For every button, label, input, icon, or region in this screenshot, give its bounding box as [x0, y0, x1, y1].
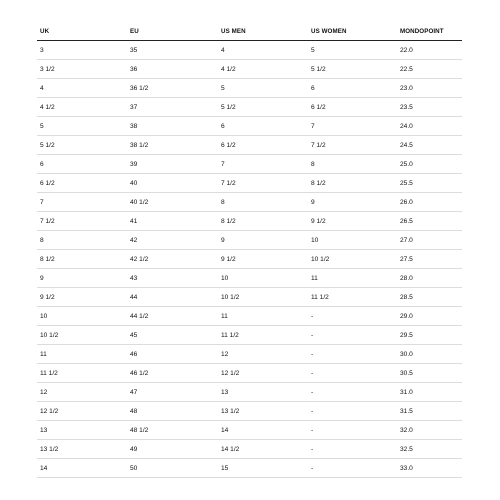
table-body [37, 41, 462, 478]
eu-size-cell: 41 [127, 212, 218, 231]
table-row [37, 174, 462, 193]
table-row [37, 136, 462, 155]
us-women-size-cell: - [308, 440, 397, 459]
uk-size-cell: 5 1/2 [37, 136, 127, 155]
us-men-size-cell: 6 1/2 [218, 136, 308, 155]
size-chart [37, 22, 462, 478]
mondopoint-cell: 27.5 [397, 250, 462, 269]
size-conversion-table [37, 22, 462, 478]
mondopoint-cell: 22.5 [397, 60, 462, 79]
table-header [37, 22, 462, 41]
us-men-size-cell: 12 [218, 345, 308, 364]
mondopoint-cell: 28.5 [397, 288, 462, 307]
mondopoint-cell: 23.0 [397, 79, 462, 98]
uk-size-cell: 10 [37, 307, 127, 326]
eu-size-cell: 44 [127, 288, 218, 307]
uk-size-cell: 12 [37, 383, 127, 402]
us-men-size-cell: 4 [218, 41, 308, 60]
eu-size-cell: 35 [127, 41, 218, 60]
table-row [37, 345, 462, 364]
mondopoint-cell: 25.0 [397, 155, 462, 174]
eu-size-cell: 38 1/2 [127, 136, 218, 155]
us-women-size-cell: - [308, 383, 397, 402]
uk-size-cell: 6 1/2 [37, 174, 127, 193]
table-row [37, 79, 462, 98]
uk-size-cell: 8 [37, 231, 127, 250]
us-men-size-cell: 6 [218, 117, 308, 136]
column-header-uk: UK [37, 22, 127, 41]
us-men-size-cell: 13 [218, 383, 308, 402]
uk-size-cell: 6 [37, 155, 127, 174]
us-women-size-cell: 11 [308, 269, 397, 288]
us-men-size-cell: 10 [218, 269, 308, 288]
eu-size-cell: 40 [127, 174, 218, 193]
header-row [37, 22, 462, 41]
uk-size-cell: 4 1/2 [37, 98, 127, 117]
uk-size-cell: 3 [37, 41, 127, 60]
eu-size-cell: 44 1/2 [127, 307, 218, 326]
us-men-size-cell: 13 1/2 [218, 402, 308, 421]
us-women-size-cell: 10 1/2 [308, 250, 397, 269]
us-women-size-cell: 8 1/2 [308, 174, 397, 193]
column-header-mondopoint: MONDOPOINT [397, 22, 462, 41]
us-women-size-cell: 6 1/2 [308, 98, 397, 117]
table-row [37, 307, 462, 326]
table-row [37, 440, 462, 459]
mondopoint-cell: 26.5 [397, 212, 462, 231]
us-women-size-cell: 5 [308, 41, 397, 60]
eu-size-cell: 43 [127, 269, 218, 288]
us-men-size-cell: 7 1/2 [218, 174, 308, 193]
us-men-size-cell: 14 1/2 [218, 440, 308, 459]
us-men-size-cell: 11 [218, 307, 308, 326]
us-women-size-cell: - [308, 421, 397, 440]
eu-size-cell: 42 [127, 231, 218, 250]
us-women-size-cell: - [308, 307, 397, 326]
eu-size-cell: 42 1/2 [127, 250, 218, 269]
eu-size-cell: 50 [127, 459, 218, 478]
eu-size-cell: 46 1/2 [127, 364, 218, 383]
table-row [37, 212, 462, 231]
mondopoint-cell: 23.5 [397, 98, 462, 117]
us-women-size-cell: - [308, 459, 397, 478]
us-women-size-cell: 10 [308, 231, 397, 250]
eu-size-cell: 38 [127, 117, 218, 136]
uk-size-cell: 4 [37, 79, 127, 98]
mondopoint-cell: 26.0 [397, 193, 462, 212]
mondopoint-cell: 28.0 [397, 269, 462, 288]
uk-size-cell: 11 [37, 345, 127, 364]
mondopoint-cell: 31.5 [397, 402, 462, 421]
uk-size-cell: 13 [37, 421, 127, 440]
us-women-size-cell: 8 [308, 155, 397, 174]
eu-size-cell: 49 [127, 440, 218, 459]
us-men-size-cell: 11 1/2 [218, 326, 308, 345]
eu-size-cell: 40 1/2 [127, 193, 218, 212]
eu-size-cell: 47 [127, 383, 218, 402]
us-men-size-cell: 7 [218, 155, 308, 174]
eu-size-cell: 36 [127, 60, 218, 79]
table-row [37, 60, 462, 79]
mondopoint-cell: 31.0 [397, 383, 462, 402]
uk-size-cell: 11 1/2 [37, 364, 127, 383]
us-men-size-cell: 5 1/2 [218, 98, 308, 117]
table-row [37, 193, 462, 212]
us-men-size-cell: 9 [218, 231, 308, 250]
us-men-size-cell: 9 1/2 [218, 250, 308, 269]
us-women-size-cell: 9 1/2 [308, 212, 397, 231]
column-header-us-men: US MEN [218, 22, 308, 41]
us-women-size-cell: - [308, 364, 397, 383]
us-men-size-cell: 5 [218, 79, 308, 98]
table-row [37, 383, 462, 402]
mondopoint-cell: 24.5 [397, 136, 462, 155]
uk-size-cell: 10 1/2 [37, 326, 127, 345]
table-row [37, 364, 462, 383]
table-row [37, 250, 462, 269]
uk-size-cell: 8 1/2 [37, 250, 127, 269]
table-row [37, 41, 462, 60]
table-row [37, 421, 462, 440]
uk-size-cell: 13 1/2 [37, 440, 127, 459]
eu-size-cell: 48 1/2 [127, 421, 218, 440]
column-header-eu: EU [127, 22, 218, 41]
us-men-size-cell: 14 [218, 421, 308, 440]
uk-size-cell: 7 1/2 [37, 212, 127, 231]
uk-size-cell: 9 1/2 [37, 288, 127, 307]
mondopoint-cell: 29.0 [397, 307, 462, 326]
mondopoint-cell: 24.0 [397, 117, 462, 136]
eu-size-cell: 37 [127, 98, 218, 117]
column-header-us-women: US WOMEN [308, 22, 397, 41]
mondopoint-cell: 32.0 [397, 421, 462, 440]
mondopoint-cell: 30.5 [397, 364, 462, 383]
us-men-size-cell: 4 1/2 [218, 60, 308, 79]
table-row [37, 231, 462, 250]
table-row [37, 155, 462, 174]
table-row [37, 117, 462, 136]
uk-size-cell: 14 [37, 459, 127, 478]
mondopoint-cell: 29.5 [397, 326, 462, 345]
us-men-size-cell: 15 [218, 459, 308, 478]
eu-size-cell: 36 1/2 [127, 79, 218, 98]
us-women-size-cell: - [308, 402, 397, 421]
us-women-size-cell: 11 1/2 [308, 288, 397, 307]
us-women-size-cell: 7 1/2 [308, 136, 397, 155]
us-men-size-cell: 12 1/2 [218, 364, 308, 383]
us-men-size-cell: 8 1/2 [218, 212, 308, 231]
mondopoint-cell: 32.5 [397, 440, 462, 459]
eu-size-cell: 45 [127, 326, 218, 345]
uk-size-cell: 9 [37, 269, 127, 288]
us-men-size-cell: 8 [218, 193, 308, 212]
mondopoint-cell: 22.0 [397, 41, 462, 60]
us-men-size-cell: 10 1/2 [218, 288, 308, 307]
mondopoint-cell: 33.0 [397, 459, 462, 478]
us-women-size-cell: 7 [308, 117, 397, 136]
eu-size-cell: 46 [127, 345, 218, 364]
us-women-size-cell: 5 1/2 [308, 60, 397, 79]
table-row [37, 98, 462, 117]
mondopoint-cell: 30.0 [397, 345, 462, 364]
uk-size-cell: 12 1/2 [37, 402, 127, 421]
table-row [37, 288, 462, 307]
us-women-size-cell: - [308, 326, 397, 345]
uk-size-cell: 7 [37, 193, 127, 212]
uk-size-cell: 5 [37, 117, 127, 136]
mondopoint-cell: 25.5 [397, 174, 462, 193]
us-women-size-cell: 9 [308, 193, 397, 212]
eu-size-cell: 48 [127, 402, 218, 421]
us-women-size-cell: - [308, 345, 397, 364]
table-row [37, 402, 462, 421]
mondopoint-cell: 27.0 [397, 231, 462, 250]
table-row [37, 269, 462, 288]
eu-size-cell: 39 [127, 155, 218, 174]
us-women-size-cell: 6 [308, 79, 397, 98]
table-row [37, 326, 462, 345]
table-row [37, 459, 462, 478]
uk-size-cell: 3 1/2 [37, 60, 127, 79]
